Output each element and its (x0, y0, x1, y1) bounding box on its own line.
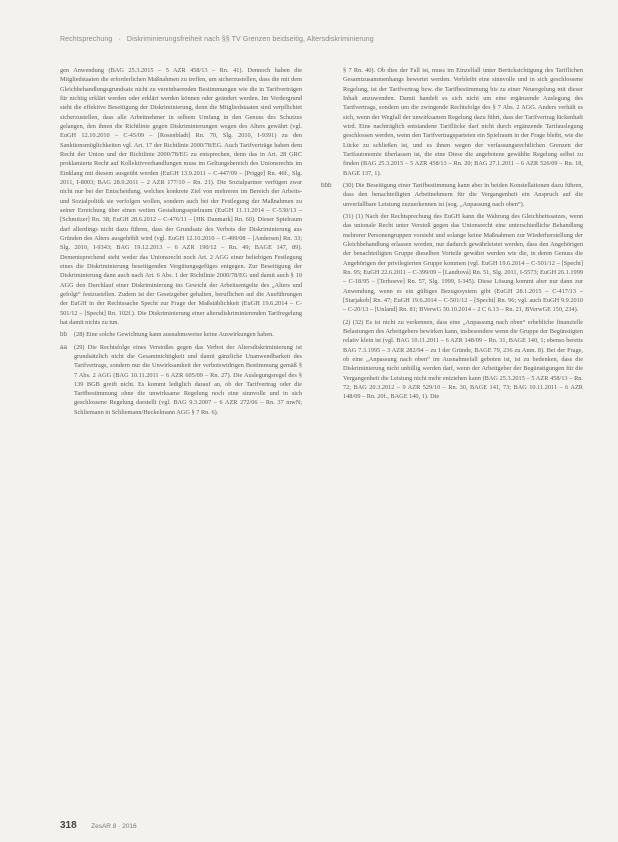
paragraph-text: gen Anwendung (BAG 25.3.2015 – 5 AZR 458/13 – Rn. 41). Dennoch haben die Mitgliedstaaten die erforderlichen Maßnahmen zu treffen, um sicherzustellen, dass die mit dem Gleichbehandlungsgrundsatz nicht zu vereinbarenden Bestimmungen wie die in Tarifverträgen für nichtig erklärt werden oder erklärt werden können oder geändert werden. Im Vordergrund steht die effektive Beseitigung der Diskriminierung, denn die Mitgliedstaaten sind verpflichtet sicherzustellen, dass alle Arbeitnehmer in selbem Umfang in den Genuss des Schutzes gelangen, den ihnen die Richtlinie gegen Diskriminierungen wegen des Alters gewährt (vgl. EuGH 12.10.2010 – C-45/09 – [Rosenbladt] Rn. 70, Slg. 2010, I-9391) zu den Sanktionsmöglichkeiten vgl. Art. 17 der Richtlinie 2000/78/EG. Auch Tarifverträge haben dem Recht der Union und der Richtlinie 2000/78/EG zu entsprechen, denn das in Art. 28 GRC proklamierte Recht auf Kollektivverhandlungen muss im Geltungsbereich des Unionsrechts im Einklang mit diesem ausgeübt werden (EuGH 13.9.2011 – C-447/09 – [Prigge] Rn. 46f., Slg. 2011, I-8003; BAG 28.9.2011 – 2 AZR 177/10 – Rn. 21). Die Sozialpartner verfügen zwar nicht nur bei der Entscheidung, welches konkrete Ziel von mehreren im Bereich der Arbeits- und Sozialpolitik sie verfolgen wollen, sondern auch bei der Festlegung der Maßnahmen zu seiner Erreichung über einen weiten Gestaltungsspielraum (EuGH 11.11.2014 – C-530/13 – [Schmitzer] Rn. 38; EuGH 28.6.2012 – C-476/11 – [HK Danmark] Rn. 60). Dieser Spielraum darf allerdings nicht dazu führen, dass der Grundsatz des Verbots der Diskriminierung aus Gründen des Alters ausgehöhlt wird (vgl. EuGH 12.10.2010 – C-499/08 – [Andersen] Rn. 33; Slg. 2010, I-9343; BAG 19.12.2013 – 6 AZR 190/12 – Rn. 49; BAGE 147, 89). Dementsprechend steht weder das Unionsrecht noch Art. 2 AGG einer beliebigen Festlegung eines die Diskriminierung beseitigenden Vergütungsgefüges entgegen. Zur Beseitigung der Diskriminierung dann auch nach Art. 6 Abs. 1 der Richtlinie 2000/78/EG und damit auch § 10 AGG den Durchlauf einer Diskriminierung ins Gewicht der Arbeitsentgelte des „Alters und gefolgt“ festzustellen. Zudem ist der Gesetzgeber gehalten, beruflichen auf die Ausführungen der EuGH in der Rechtssache Specht zur Frage der Maßstäblichkeit (EuGH 19.6.2014 – C-501/12 – [Specht] Rn. 102f.). Die Diskriminierung einer altersdiskriminierenden Tarifregelung hat damit nichts zu tun. (60, 67, 302, 326)
paragraph (343, 318, 583, 402)
journal-reference: ZesAR 8 · 2016 (91, 823, 137, 830)
paragraph-text: (31) (1) Nach der Rechtsprechung des EuGH kann die Wahrung des Gleichheitssatzes, wenn das unionale Recht unter Verstoß gegen das Unionsrecht eine unterschiedliche Behandlung mehrerer Personengruppen vorsieht und solange keine Maßnahmen zur Wiederherstellung der Gleichbehandlung erlassen worden, nur dadurch gewährleistet werden, dass den Angehörigen der benachteiligten Gruppe dieselben Vorteile gewährt werden wie die, in deren Genuss die Angehörigen der privilegierten Gruppe kommen (vgl. EuGH 19.6.2014 – C-501/12 – [Specht] Rn. 95; EuGH 22.6.2011 – C-399/09 – [Landtová] Rn. 51, Slg. 2011, I-5573; EuGH 26.1.1999 – C-18/95 – [Terhoeve] Rn. 57, Slg. 1999, I-345). Diese Lösung kommt aber nur dann zur Anwendung, wenn es ein gültiges Bezugssystem gibt (EuGH 28.1.2015 – C-417/13 – [Starjakob] Rn. 47; EuGH 19.6.2014 – C-501/12 – [Specht] Rn. 96; vgl. auch EuGH 9.9.2010 – C-20/13 – [Unland] Rn. 81; BVerwG 30.10.2014 – 2 C 6.13 – Rn. 21, BVerwGE 150, 234). (343, 212, 583, 314)
margin-marker: bbb (321, 181, 332, 189)
paragraph-text: (29) Die Rechtsfolge eines Verstoßes gegen das Verbot der Altersdiskriminierung ist grundsätzlich nicht die Gesamtnichtigkeit und damit gänzliche Unanwendbarkeit des Tarifvertrags, sondern nur die Unwirksamkeit der verbotswidrigen Bestimmung gemäß § 7 Abs. 2 AGG (BAG 10.11.2011 – 6 AZR 605/09 – Rn. 27). Die Auslegungsregel des § 139 BGB greift nicht. Es kommt lediglich darauf an, ob der Tarifvertrag oder die Tarifbestimmung ohne die unwirksame Regelung noch eine sinnvolle und in sich geschlossene Regelung darstellt (vgl. BAG 9.3.2007 – 6 AZR 272/06 – Rn. 37 mwN; Schliemann in Schliemann/Heckelmann AGG § 7 Rn. 6). (74, 343, 302, 416)
paragraph (60, 66, 302, 327)
running-head-section: Rechtsprechung (60, 36, 113, 43)
right-text-column (321, 66, 583, 401)
paragraph (60, 343, 302, 418)
paragraph-text: (30) Die Beseitigung einer Tarifbestimmung kann aber in beiden Konstellationen dazu führen, dass den benachteiligten Arbeitnehmern für die Vergangenheit ein Anspruch auf die unverfallbare Leistung zuzuerkennen ist (sog. „Anpassung nach oben“). (343, 181, 583, 208)
paragraph-text: § 7 Rn. 40). Ob dies der Fall ist, muss im Einzelfall unter Berücksichtigung des Tariflichen Gesamtzusammenhangs bewertet werden. Verbleibt eine sinnvolle und in sich geschlossene Regelung, ist der Tarifvertrag bzw. die Tarifbestimmung bis zu einer Neuregelung mit dieser Inhalt anzuwenden. Damit handelt es sich nicht um eine ergänzende Auslegung des Tarifvertrags, sondern um die zwingende Rechtsfolge des § 7 Abs. 2 AGG. Anders verhält es sich, wenn der Wegfall der unwirksamen Regelung dazu führt, dass der Tarifvertrag lückenhaft wird. Eine nachträglich entstandene Tariflücke darf nicht durch ergänzende Tarifauslegung geschlossen werden, wenn den Tarifvertragsparteien ein Spielraum in der Frage bleibt, wie die Lücke zu schließen ist, und es ihnen wegen der verfassungsrechtlichen Grenzen der Tarifautonomie überlassen ist, die eine Diese die angebotene gewählte Regelung selbst zu finden (BAG 25.3.2015 – 5 AZR 458/13 – Rn. 20; BAG 27.1.2011 – 6 AZR 526/09 – Rn. 18, BAGE 137, 1). (343, 67, 583, 177)
page-number: 318 (60, 820, 77, 831)
running-head (60, 36, 580, 43)
left-text-column (60, 66, 302, 417)
running-head-topic: Diskriminierungsfreiheit nach §§ TV Grenzen beidseitig, Altersdiskriminierung (126, 36, 374, 43)
page-footer (60, 815, 137, 833)
paragraph (60, 330, 302, 339)
paragraph (343, 212, 583, 315)
paragraph (343, 66, 583, 178)
running-head-separator: · (118, 36, 121, 43)
paragraph (321, 181, 583, 209)
margin-marker: bb (60, 331, 68, 339)
paragraph-text: (2) (32) Es ist nicht zu verkennen, dass eine „Anpassung nach oben“ erhebliche finanzielle Belastungen des Arbeitgebers bewirken kann, insbesondere wenn die Gruppe der Begünstigten relativ klein ist (vgl. BAG 10.11.2011 – 6 AZR 148/09 – Rn. 31, BAGE 140, 1; ebenso bereits BAG 7.3.1995 – 3 AZR 282/94 – zu I der Gründe, BAGE 79, 236 zu Anm. 8). Bei der Frage, ob eine „Anpassung nach oben“ im Ausnahmefall geboten ist, ist zu bedenken, dass die Diskriminierung nicht unbillig werden darf, wenn der Arbeitgeber der Begünstigungen für die Vergangenheit die Leistung nicht mehr entziehen kann (BAG 25.3.2015 – 5 AZR 458/13 – Rn. 72; BAG 20.3.2012 – 9 AZR 529/10 – Rn. 30, BAGE 141, 73; BAG 10.11.2011 – 6 AZR 148/09 – Rn. 20f., BAGE 140, 1). Die (343, 318, 583, 401)
paragraph-text: (28) Eine solche Gewichtung kann ausnahmsweise keine Auswirkungen haben. (74, 331, 274, 339)
margin-marker: aa (60, 343, 68, 351)
